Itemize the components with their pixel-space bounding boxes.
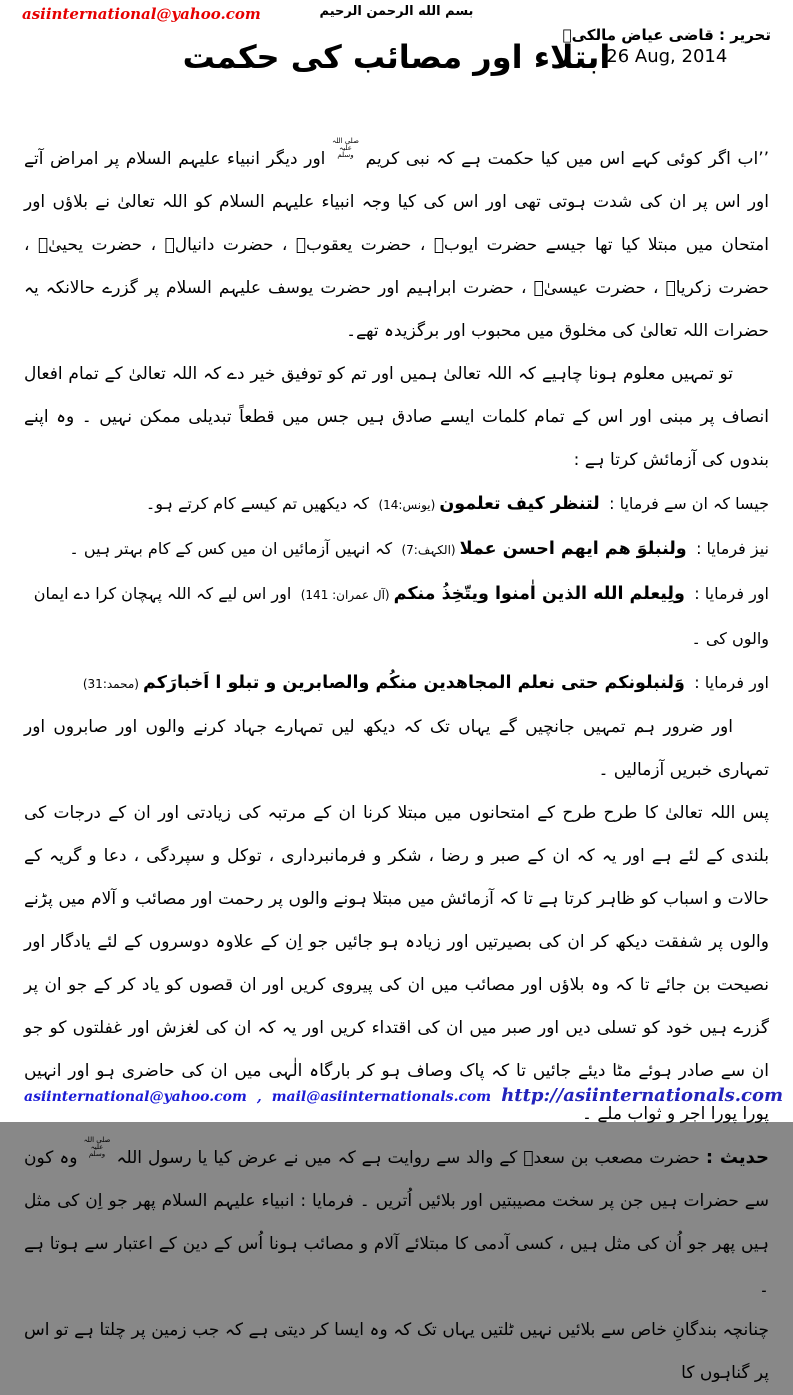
hadith-label: حدیث :: [705, 1147, 770, 1168]
footer-separator: ,: [256, 1089, 262, 1105]
para1-text-b: اور دیگر انبیاء علیہم السلام پر امراض آتے اور اس پر ان کی شدت ہوتی تھی اور اس کی کیا وجہ انبیاء علیہم السلام کو اللہ تعالیٰ نے بلاؤں اور امتحان میں مبتلا کیا تھا جیسے حضرت ایوبؑ ، حضرت یعقوبؑ ، حضرت دانیالؑ ، حضرت یحییٰؑ ، حضرت زکریاؑ ، حضرت عیسیٰؑ ، حضرت ابراہیم اور حضرت یوسف علیہم السلام پر گزرے حالانکہ یہ حضرات اللہ تعالیٰ کی مخلوق میں محبوب اور برگزیدہ تھے۔: [24, 149, 769, 341]
footer-bar: [24, 1085, 783, 1106]
quote-translation: کہ انہیں آزمائیں ان میں کس کے کام بہتر ہیں ۔: [69, 539, 393, 558]
author-line: تحریر : قاضی عیاض مالکیؒ: [562, 26, 771, 44]
footer-email-1-link[interactable]: asiinternational@yahoo.com: [24, 1089, 247, 1105]
paragraph-intro-question: [24, 138, 769, 353]
quote-intro: اور فرمایا :: [694, 584, 769, 603]
quote-arabic-text: لتنظر کیف تعلمون: [439, 494, 600, 514]
quote-arabic-text: ولِیعلم الله الذین اٰمنوا ویتّخِذُ منکم: [393, 584, 685, 604]
quote-intro: نیز فرمایا :: [696, 539, 769, 558]
quran-quote-line-2: [24, 527, 769, 572]
quote-reference: (محمد:31): [82, 677, 139, 691]
pbuh-calligraphy-mark: صلی اللہ علیہ وسلم: [83, 1136, 111, 1158]
footer-website-link[interactable]: http://asiinternationals.com: [501, 1085, 783, 1106]
date-line: 26 Aug, 2014: [606, 46, 728, 67]
quote-intro: جیسا کہ ان سے فرمایا :: [609, 494, 769, 513]
quote-reference: (الکہف:7): [401, 543, 456, 557]
hadith-text-b: وہ کون سے حضرات ہیں جن پر سخت مصیبتیں اور بلائیں اُتریں ۔ فرمایا : انبیاء علیہم السلام پھر جو اِن کی مثل ہیں پھر جو اُن کی مثل ہیں ، کسی آدمی کا مبتلائے آلام و مصائب ہونا اُس کے دین کے اعتبار سے ہوتا ہے ۔: [24, 1148, 769, 1297]
paragraph-hadith: [24, 1136, 769, 1309]
quran-quote-line-1: [24, 482, 769, 527]
quote-reference: (یونس:14): [378, 498, 436, 512]
paragraph-conclusion: چنانچہ بندگانِ خاص سے بلائیں نہیں ٹلتیں یہاں تک کہ وہ ایسا کر دیتی ہے کہ جب زمین پر چلتا ہے تو اس پر گناہوں کا: [24, 1320, 769, 1383]
paragraph-answer-intro: تو تمہیں معلوم ہونا چاہیے کہ اللہ تعالیٰ ہمیں اور تم کو توفیق خیر دے کہ اللہ تعالیٰ کے تمام افعال انصاف پر مبنی اور اس کے تمام کلمات ایسے صادق ہیں جس میں قطعاً تبدیلی ممکن نہیں ۔ وہ اپنے بندوں کی آزمائش کرتا ہے :: [24, 364, 769, 470]
quote-arabic-text: ولنبلوَ هم ایهم احسن عملا: [459, 539, 687, 559]
quote-reference: (آل عمران: 141): [300, 588, 390, 602]
para1-text-a: ’’اب اگر کوئی کہے اس میں کیا حکمت ہے کہ نبی کریم: [365, 149, 770, 169]
bismillah-text: بسم الله الرحمن الرحيم: [319, 4, 474, 19]
article-body: [24, 138, 769, 1395]
quote-arabic-text: وَلنبلونکم حتی نعلم المجاهدین منکُم والصابرین و تبلو ا اَخبارَکم: [142, 673, 685, 693]
header-email-link[interactable]: asiinternational@yahoo.com: [22, 5, 261, 23]
quote-translation: اور اس لیے کہ اللہ پہچان کرا دے ایمان والوں کی ۔: [33, 584, 769, 648]
quote-translation: کہ دیکھیں تم کیسے کام کرتے ہو۔: [145, 494, 370, 513]
footer-emails: [24, 1089, 491, 1105]
paragraph-wisdom-explanation: پس اللہ تعالیٰ کا طرح طرح کے امتحانوں میں مبتلا کرنا ان کے مرتبہ کی زیادتی اور ان کے درجات کی بلندی کے لئے ہے اور یہ کہ ان کے صبر و رضا ، شکر و فرمانبرداری ، توکل و سپردگی ، دعا و گریہ کے حالات و اسباب کو ظاہر کرتا ہے تا کہ آزمائش میں مبتلا ہونے والوں پر رحمت اور مصائب و آلام میں پڑنے والوں پر شفقت دیکھ کر ان کی بصیرتیں اور زیادہ ہو جائیں جو اِن کے علاوہ دوسروں کے لئے یادگار اور نصیحت بن جائے تا کہ وہ بلاؤں اور مصائب میں ان کی پیروی کریں اور ان قصوں کو یاد کر کے جو ان پر گزرے ہیں خود کو تسلی دیں اور صبر میں ان کی اقتداء کریں اور یہ کہ ان کی لغزش اور غفلتوں کو جو ان سے صادر ہوئے مٹا دیئے جائیں تا کہ پاک وصاف ہو کر بارگاہ الٰہی میں ان کی حاضری ہو اور انہیں پورا پورا اجر و ثواب ملے ۔: [24, 803, 769, 1124]
quran-quote-line-4: [24, 661, 769, 706]
hadith-text-a: حضرت مصعب بن سعدؓ کے والد سے روایت ہے کہ میں نے عرض کیا یا رسول اللہ: [116, 1148, 700, 1168]
pbuh-calligraphy-mark: صلی اللہ علیہ وسلم: [332, 137, 359, 159]
page-title: ابتلاء اور مصائب کی حکمت: [182, 38, 611, 76]
quote-intro: اور فرمایا :: [694, 673, 769, 692]
paragraph-quote4-translation: اور ضرور ہم تمہیں جانچیں گے یہاں تک کہ دیکھ لیں تمہارے جہاد کرنے والوں اور صابروں اور تمہاری خبریں آزمالیں ۔: [24, 717, 769, 780]
quran-quote-line-3: [24, 572, 769, 661]
footer-email-2-link[interactable]: mail@asiinternationals.com: [271, 1089, 492, 1105]
